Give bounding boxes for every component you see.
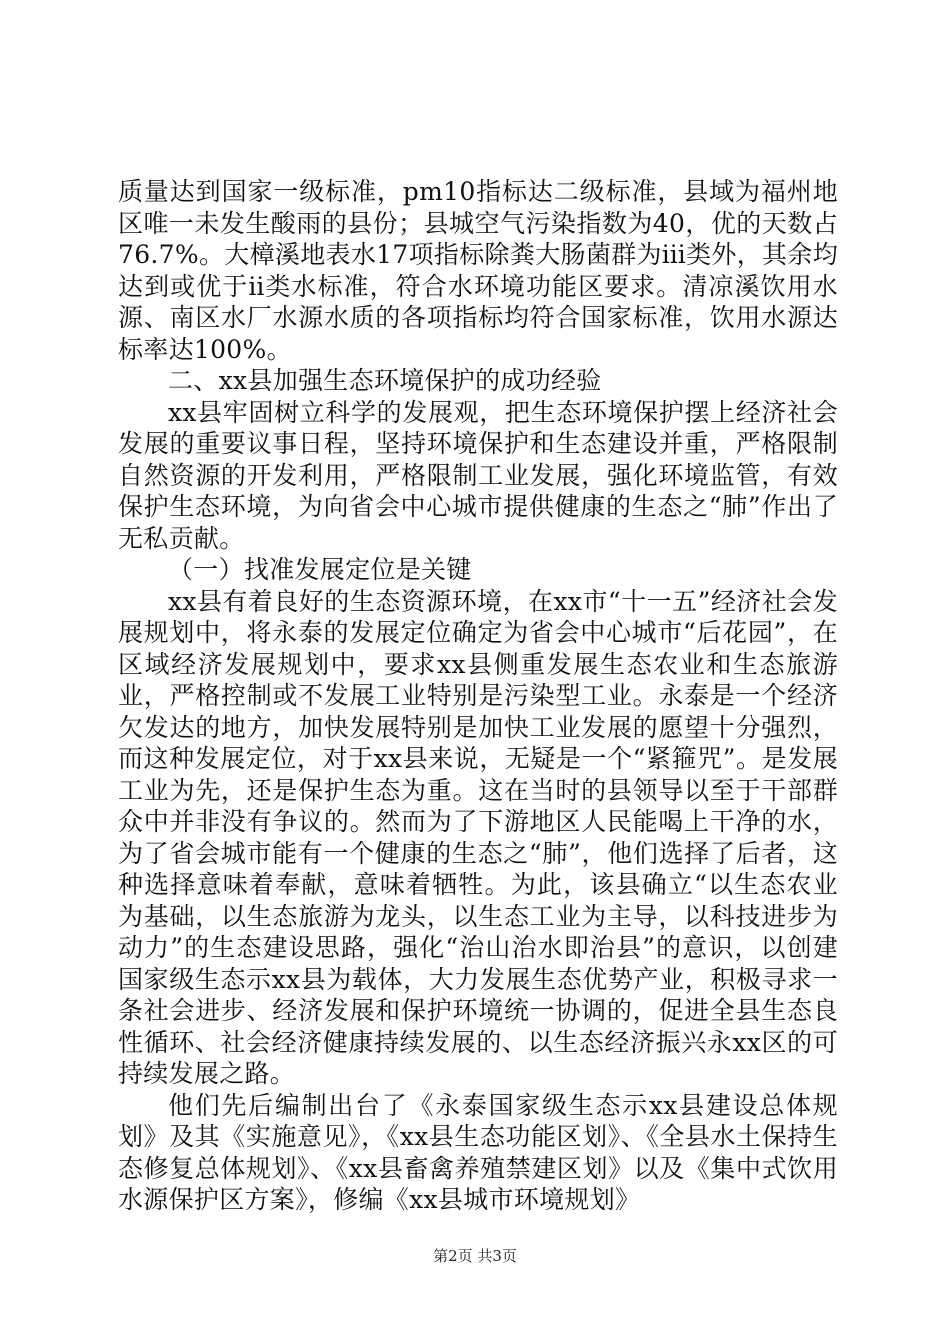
document-body bbox=[118, 176, 838, 1216]
paragraph-scientific-development: xx县牢固树立科学的发展观，把生态环境保护摆上经济社会发展的重要议事日程，坚持环境保护和生态建设并重，严格限制自然资源的开发利用，严格限制工业发展，强化环境监管，有效保护生态环境，为向省会中心城市提供健康的生态之“肺”作出了无私贡献。 bbox=[118, 397, 838, 553]
paragraph-plans: 他们先后编制出台了《永泰国家级生态示xx县建设总体规划》及其《实施意见》，《xx县生态功能区划》、《全县水土保持生态修复总体规划》、《xx县畜禽养殖禁建区划》以及《集中式饮用水源保护区方案》，修编《xx县城市环境规划》 bbox=[118, 1090, 838, 1214]
paragraph-environment-quality: 质量达到国家一级标准，pm10指标达二级标准，县域为福州地区唯一未发生酸雨的县份；县城空气污染指数为40，优的天数占76.7%。大樟溪地表水17项指标除粪大肠菌群为ⅲ类外，其余均达到或优于ⅱ类水标准，符合水环境功能区要求。清凉溪饮用水源、南区水厂水源水质的各项指标均符合国家标准，饮用水源达标率达100%。 bbox=[118, 177, 838, 364]
subsection-heading-positioning: （一）找准发展定位是关键 bbox=[168, 555, 472, 584]
page-footer: 第2页 共3页 bbox=[433, 1247, 517, 1265]
paragraph-development-positioning: xx县有着良好的生态资源环境，在xx市“十一五”经济社会发展规划中，将永泰的发展定位确定为省会中心城市“后花园”，在区域经济发展规划中，要求xx县侧重发展生态农业和生态旅游业，严格控制或不发展工业特别是污染型工业。永泰是一个经济欠发达的地方，加快发展特别是加快工业发展的愿望十分强烈，而这种发展定位，对于xx县来说，无疑是一个“紧箍咒”。是发展工业为先，还是保护生态为重。这在当时的县领导以至于干部群众中并非没有争议的。然而为了下游地区人民能喝上干净的水，为了省会城市能有一个健康的生态之“肺”，他们选择了后者，这种选择意味着奉献，意味着牺牲。为此，该县确立“以生态农业为基础，以生态旅游为龙头，以生态工业为主导，以科技进步为动力”的生态建设思路，强化“治山治水即治县”的意识，以创建国家级生态示xx县为载体，大力发展生态优势产业，积极寻求一条社会进步、经济发展和保护环境统一协调的，促进全县生态良性循环、社会经济健康持续发展的、以生态经济振兴永xx区的可持续发展之路。 bbox=[118, 586, 838, 1088]
section-heading-experience: 二、xx县加强生态环境保护的成功经验 bbox=[168, 366, 602, 395]
